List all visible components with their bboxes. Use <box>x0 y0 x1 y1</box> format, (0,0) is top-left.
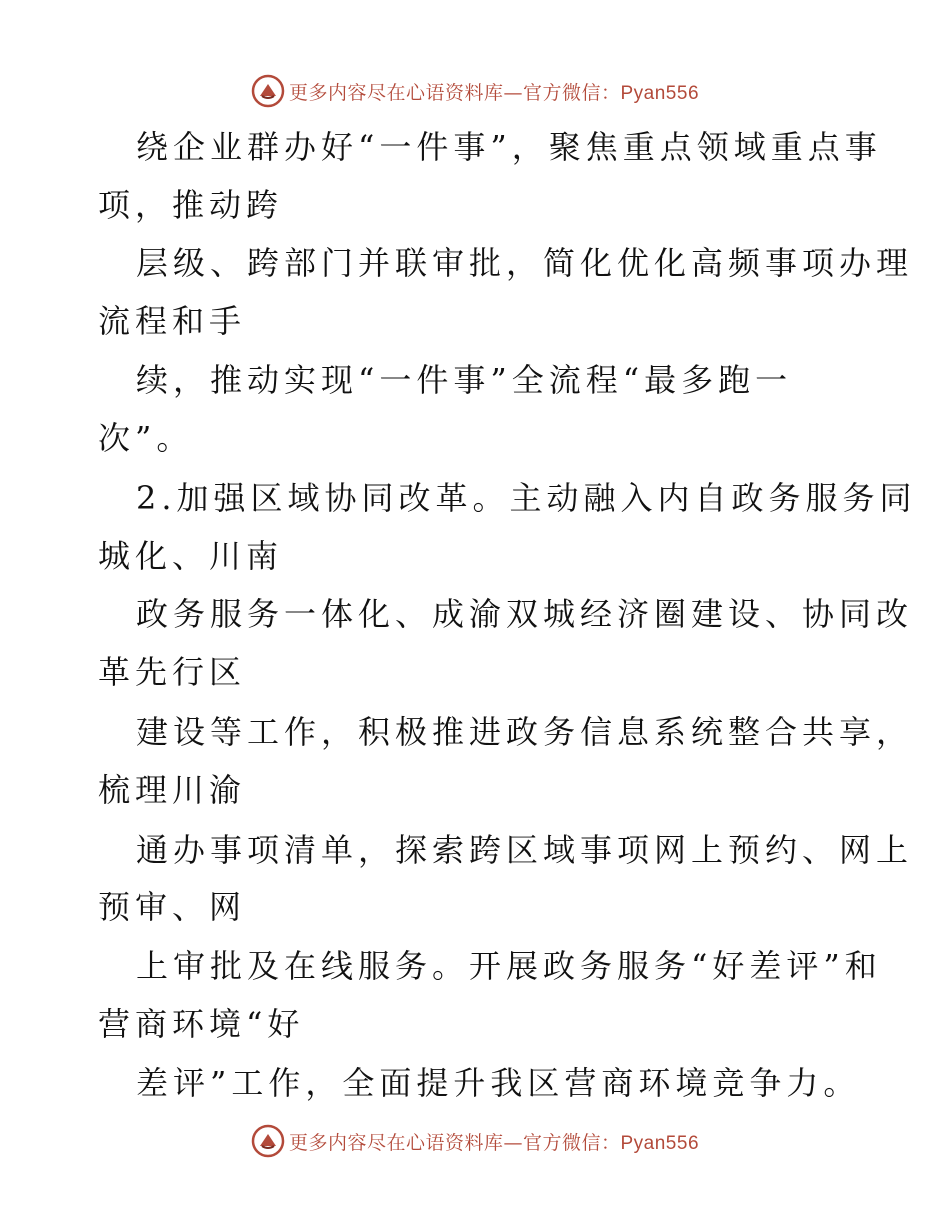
text-line: 通办事项清单，探索跨区域事项网上预约、网上 <box>136 831 914 869</box>
text-line: 政务服务一体化、成渝双城经济圈建设、协同改 <box>136 595 914 633</box>
text-line: 预审、网 <box>98 888 247 926</box>
text-line: 上审批及在线服务。开展政务服务“好差评”和 <box>136 947 882 985</box>
watermark-text: 更多内容尽在心语资料库—官方微信：Pyan556 <box>288 1131 700 1154</box>
text-line: 差评”工作，全面提升我区营商环境竞争力。 <box>136 1064 861 1102</box>
text-line: 建设等工作，积极推进政务信息系统整合共享， <box>136 713 914 751</box>
text-line: 层级、跨部门并联审批，简化优化高频事项办理 <box>136 244 914 282</box>
text-line: 流程和手 <box>98 302 247 340</box>
text-line: 营商环境“好 <box>98 1005 305 1043</box>
text-line: 续，推动实现“一件事”全流程“最多跑一 <box>136 361 793 399</box>
text-line: 2.加强区域协同改革。主动融入内自政务服务同 <box>136 479 917 517</box>
text-line: 革先行区 <box>98 653 247 691</box>
watermark-text: 更多内容尽在心语资料库—官方微信：Pyan556 <box>288 81 700 104</box>
text-line: 城化、川南 <box>98 537 284 575</box>
text-line: 次”。 <box>98 419 194 457</box>
footer-watermark <box>0 1121 950 1161</box>
text-line: 项，推动跨 <box>98 186 284 224</box>
book-logo-icon <box>251 1124 285 1158</box>
text-line: 绕企业群办好“一件事”，聚焦重点领域重点事 <box>136 128 882 166</box>
text-line: 梳理川渝 <box>98 771 247 809</box>
